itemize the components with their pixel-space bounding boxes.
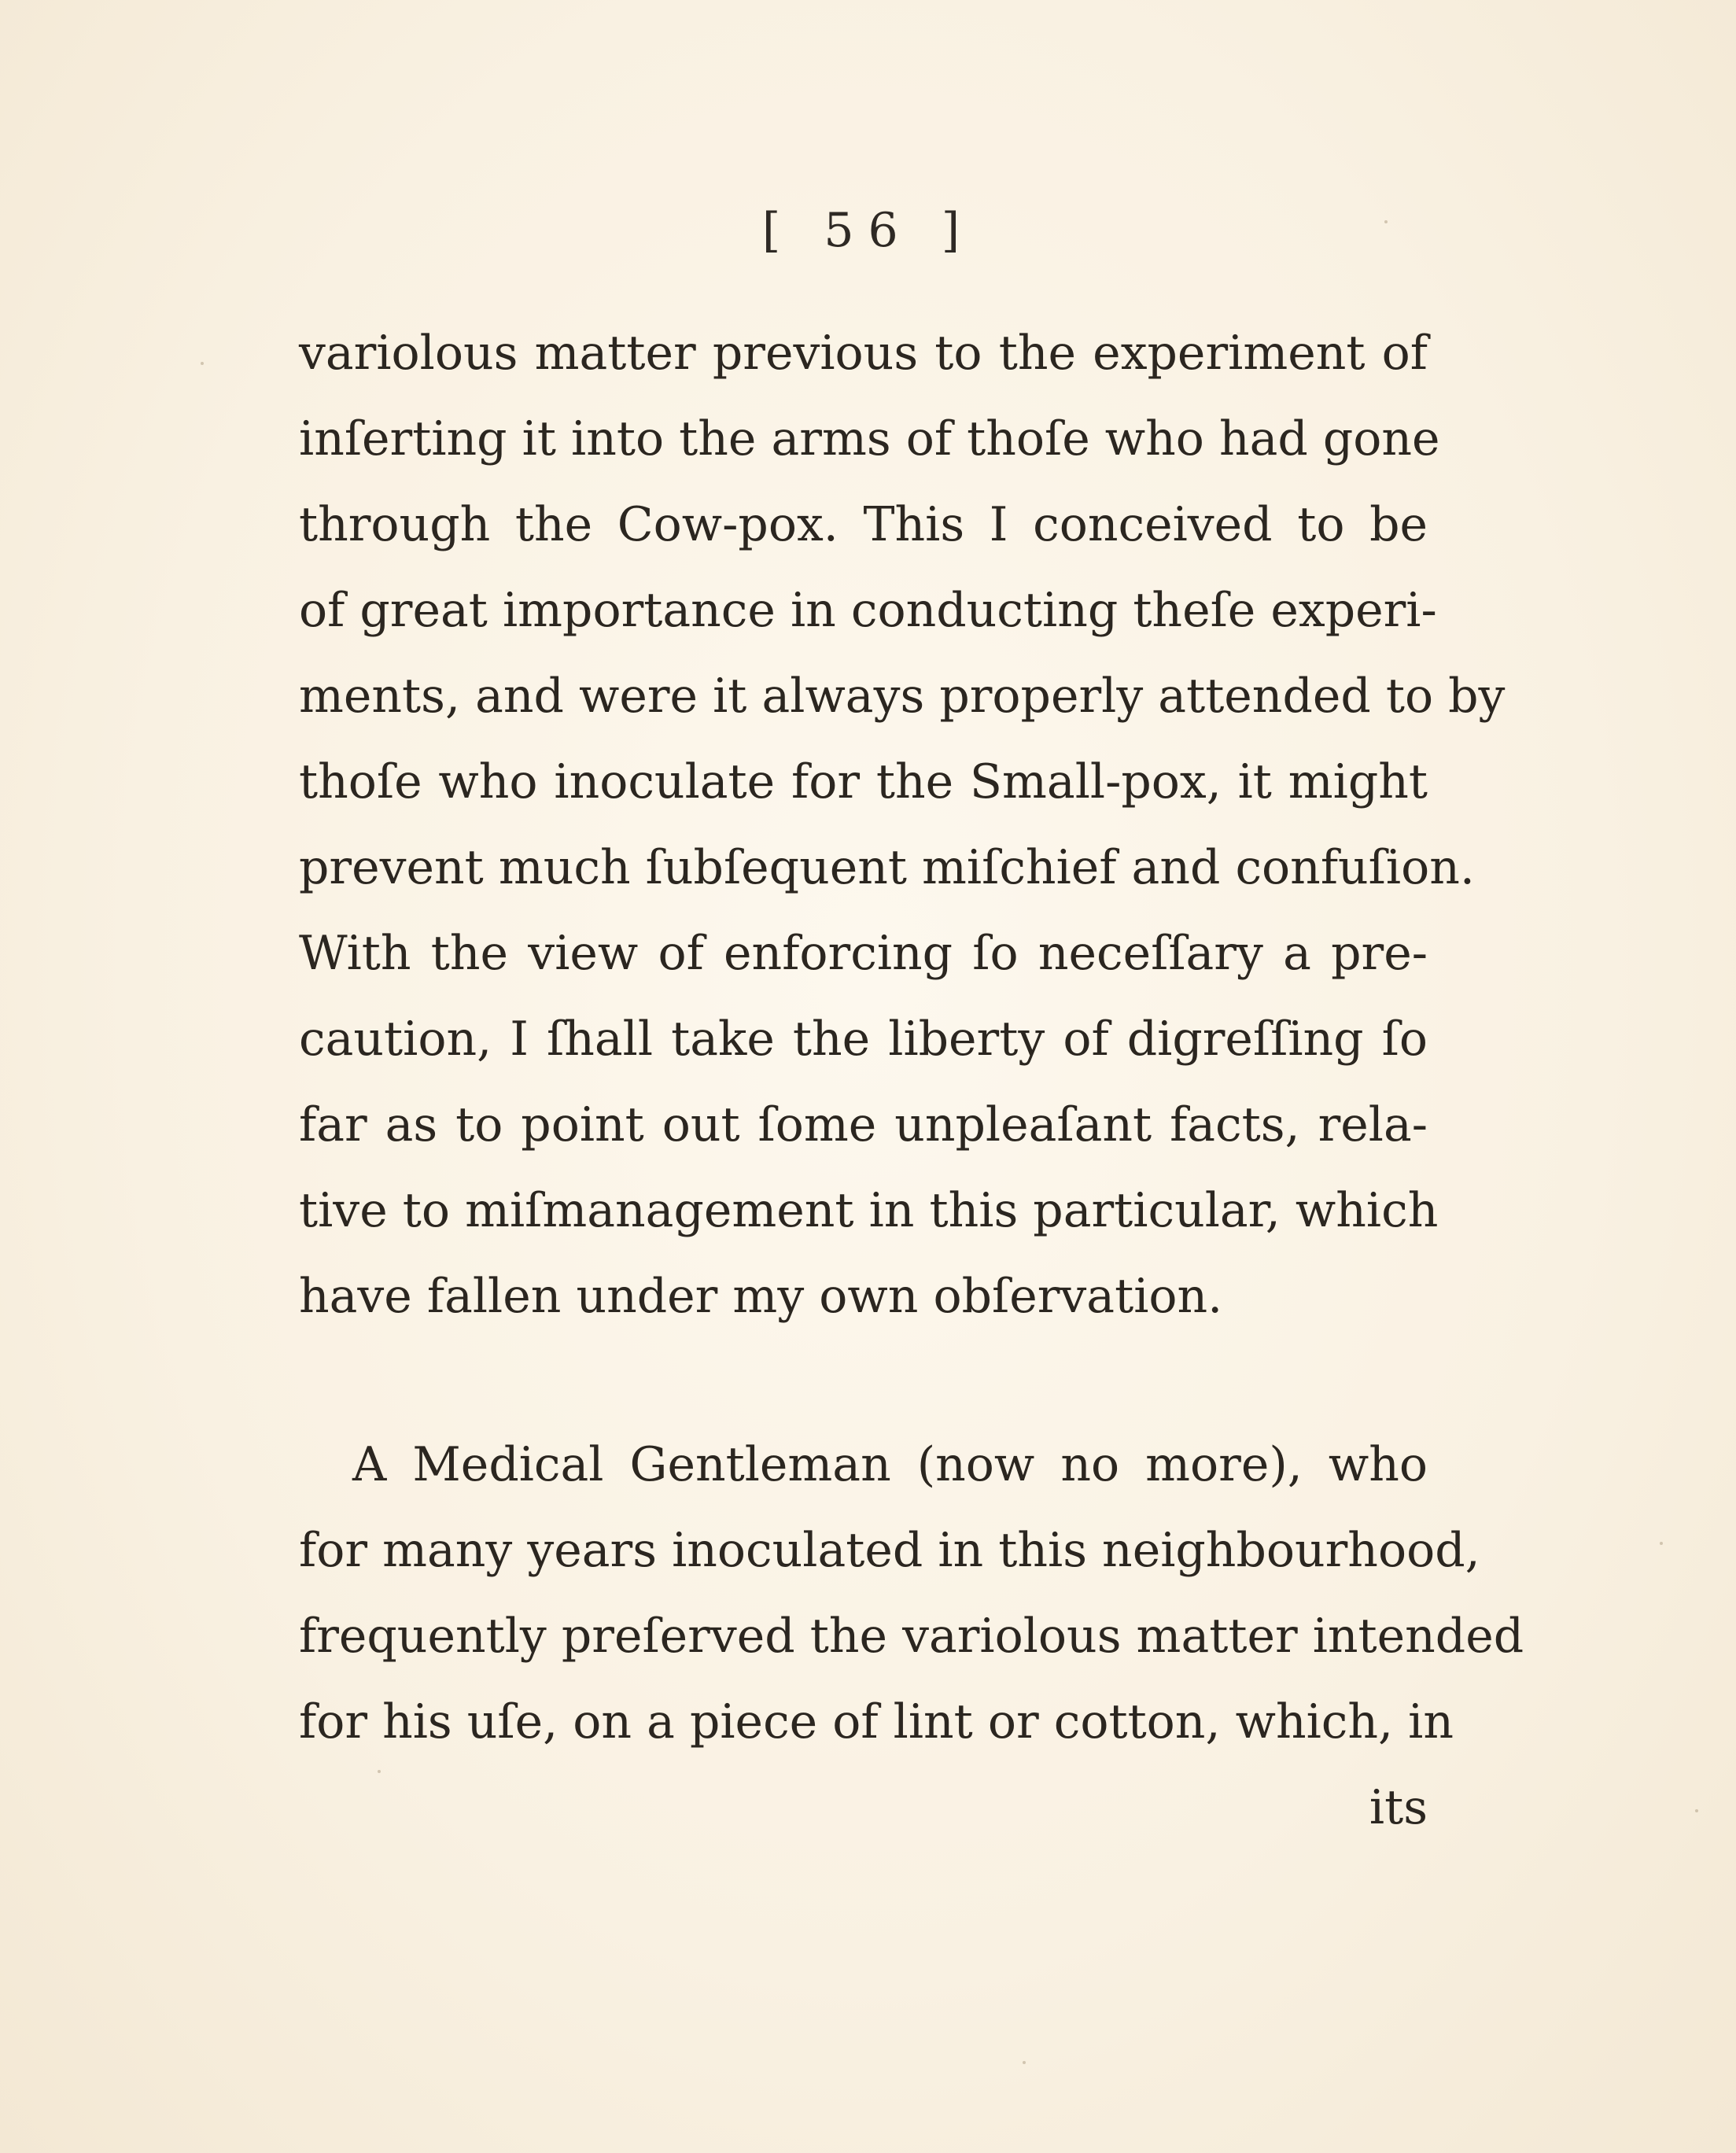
text-line: prevent much ſubſequent miſchief and confuſion. — [299, 840, 1475, 895]
text-line: inſerting it into the arms of thoſe who had gone — [299, 411, 1440, 466]
page-number: [ 56 ] — [761, 203, 975, 258]
paper-speck — [1023, 2061, 1026, 2064]
text-line: for many years inoculated in this neighbourhood, — [299, 1523, 1480, 1578]
text-line: for his uſe, on a piece of lint or cotton, which, in — [299, 1694, 1454, 1749]
paper-speck — [1384, 220, 1388, 223]
text-line: ments, and were it always properly attended to by — [299, 669, 1506, 724]
text-line: frequently preſerved the variolous matter intended — [299, 1609, 1524, 1664]
text-line: through the Cow-pox. This I conceived to be — [299, 497, 1428, 552]
text-line: far as to point out ſome unpleaſant facts, rela- — [299, 1097, 1428, 1152]
paragraph — [299, 311, 1506, 1340]
text-line: variolous matter previous to the experiment of — [299, 326, 1428, 381]
text-line: A Medical Gentleman (now no more), who — [352, 1437, 1428, 1492]
paragraph-gap — [299, 1340, 1428, 1422]
paper-speck — [1660, 1542, 1663, 1545]
text-line: caution, I ſhall take the liberty of digreſſing ſo — [299, 1012, 1428, 1067]
text-line: With the view of enforcing ſo neceſſary a pre- — [299, 926, 1428, 981]
paper-speck — [201, 362, 204, 365]
text-line: of great importance in conducting theſe experi- — [299, 583, 1437, 638]
paragraph — [299, 1422, 1524, 1765]
text-line: tive to miſmanagement in this particular, which — [299, 1183, 1439, 1238]
text-line: have fallen under my own obſervation. — [299, 1269, 1223, 1324]
body-text — [299, 311, 1524, 1851]
paper-speck — [1695, 1809, 1698, 1812]
catchword: its — [1369, 1780, 1428, 1835]
paper-speck — [378, 1770, 381, 1773]
text-line: thoſe who inoculate for the Small-pox, it might — [299, 754, 1428, 809]
